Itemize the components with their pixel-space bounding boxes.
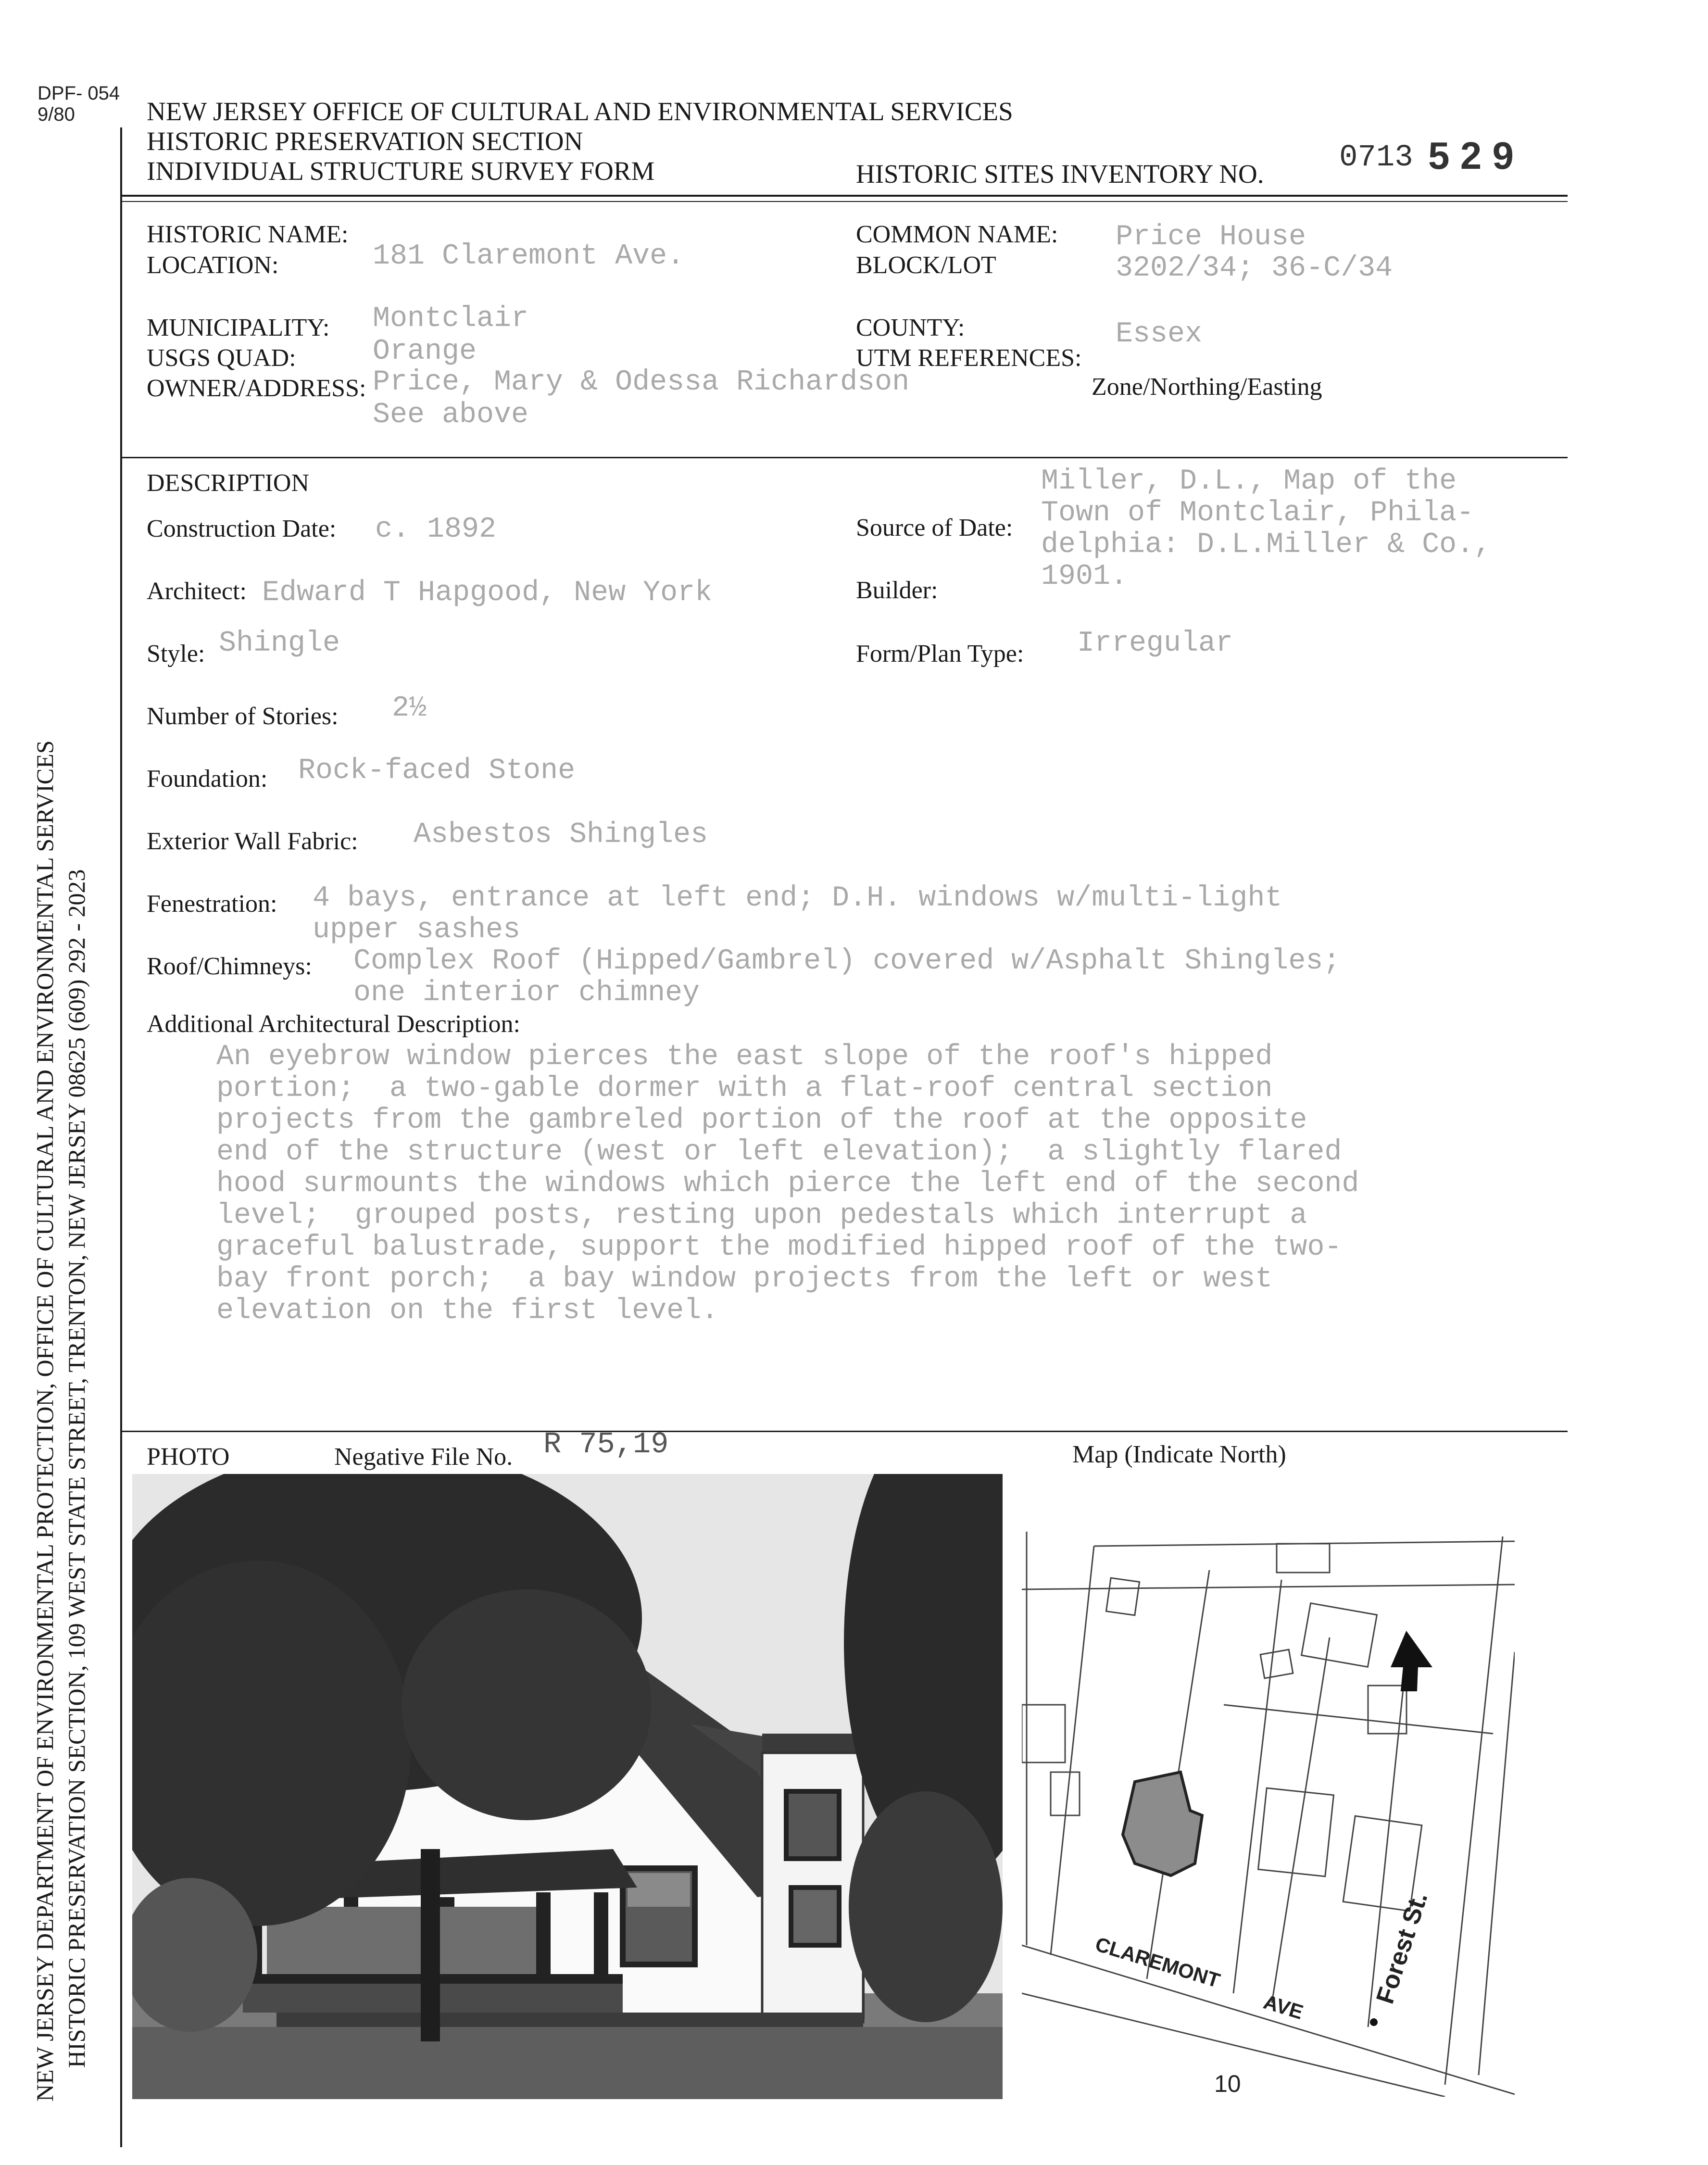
negative-file-label: Negative File No. [334, 1443, 513, 1471]
side-text-line-1: NEW JERSEY DEPARTMENT OF ENVIRONMENTAL PROTECTION, OFFICE OF CULTURAL AND ENVIRONMENTAL SERVICES [31, 740, 58, 2102]
county-value: Essex [1116, 318, 1203, 351]
architect-value: Edward T Hapgood, New York [262, 577, 713, 609]
additional-line-9: elevation on the first level. [216, 1295, 719, 1327]
additional-line-6: level; grouped posts, resting upon pedestals which interrupt a [216, 1199, 1307, 1232]
foundation-value: Rock-faced Stone [298, 755, 576, 787]
photo-rule [120, 1431, 1568, 1432]
construction-date-label: Construction Date: [147, 515, 337, 542]
site-map [1022, 1532, 1515, 2097]
architect-label: Architect: [147, 578, 247, 605]
form-plan-value: Irregular [1077, 627, 1233, 660]
form-title: INDIVIDUAL STRUCTURE SURVEY FORM [147, 156, 655, 186]
negative-file-value: R 75,19 [543, 1427, 669, 1461]
side-text [29, 370, 92, 2102]
foundation-label: Foundation: [147, 765, 268, 793]
utm-label: UTM REFERENCES: [856, 344, 1082, 372]
exterior-wall-value: Asbestos Shingles [414, 818, 708, 851]
inventory-label: HISTORIC SITES INVENTORY NO. [856, 159, 1264, 189]
fenestration-label: Fenestration: [147, 890, 277, 918]
block-lot-label: BLOCK/LOT [856, 252, 996, 279]
additional-description-label: Additional Architectural Description: [147, 1010, 520, 1038]
form-code: DPF- 054 [38, 83, 120, 104]
additional-line-7: graceful balustrade, support the modified hipped roof of the two- [216, 1231, 1342, 1264]
fenestration-line-2: upper sashes [313, 914, 521, 946]
photo-label: PHOTO [147, 1443, 230, 1471]
style-label: Style: [147, 640, 205, 667]
section-title: HISTORIC PRESERVATION SECTION [147, 126, 583, 156]
construction-date-value: c. 1892 [375, 513, 497, 546]
additional-line-3: projects from the gambreled portion of the roof at the opposite [216, 1104, 1307, 1137]
house-photo [132, 1474, 1003, 2099]
source-of-date-label: Source of Date: [856, 514, 1013, 541]
header-rule [120, 195, 1568, 197]
usgs-quad-value: Orange [373, 335, 477, 368]
historic-name-label: HISTORIC NAME: [147, 221, 349, 248]
additional-line-4: end of the structure (west or left elevation); a slightly flared [216, 1136, 1342, 1169]
fenestration-line-1: 4 bays, entrance at left end; D.H. windows w/multi-light [313, 882, 1282, 915]
header-rule-thin [120, 201, 1568, 202]
additional-line-8: bay front porch; a bay window projects from the left or west [216, 1263, 1273, 1296]
side-text-line-2: HISTORIC PRESERVATION SECTION, 109 WEST STATE STREET, TRENTON, NEW JERSEY 08625 (609) 292 - 2023 [63, 869, 90, 2068]
utm-sublabel: Zone/Northing/Easting [1092, 373, 1322, 401]
source-of-date-line-1: Miller, D.L., Map of the [1041, 465, 1457, 498]
description-heading: DESCRIPTION [147, 469, 310, 497]
common-name-label: COMMON NAME: [856, 221, 1058, 248]
additional-line-5: hood surmounts the windows which pierce the left end of the second [216, 1168, 1359, 1200]
owner-label: OWNER/ADDRESS: [147, 375, 366, 402]
municipality-label: MUNICIPALITY: [147, 314, 330, 341]
municipality-value: Montclair [373, 302, 529, 335]
location-label: LOCATION: [147, 252, 279, 279]
location-value: 181 Claremont Ave. [373, 240, 685, 273]
exterior-wall-label: Exterior Wall Fabric: [147, 828, 358, 855]
inventory-prefix: 0713 [1339, 140, 1413, 175]
common-name-value: Price House [1116, 221, 1306, 253]
block-lot-value: 3202/34; 36-C/34 [1116, 252, 1393, 285]
roof-line-2: one interior chimney [353, 977, 700, 1009]
left-rule [120, 127, 122, 2147]
roof-label: Roof/Chimneys: [147, 953, 312, 980]
inventory-number: 5 2 9 [1428, 134, 1514, 177]
source-of-date-line-3: delphia: D.L.Miller & Co., [1041, 529, 1492, 561]
stories-label: Number of Stories: [147, 703, 339, 730]
source-of-date-line-2: Town of Montclair, Phila- [1041, 497, 1474, 529]
roof-line-1: Complex Roof (Hipped/Gambrel) covered w/Asphalt Shingles; [353, 945, 1341, 978]
additional-line-1: An eyebrow window pierces the east slope of the roof's hipped [216, 1041, 1273, 1073]
usgs-quad-label: USGS QUAD: [147, 344, 296, 372]
stories-value: 2½ [392, 692, 427, 725]
owner-value: Price, Mary & Odessa Richardson [373, 366, 910, 399]
map-street-ave: AVE [1261, 1990, 1306, 2024]
map-street-forest: Forest St. [1371, 1888, 1433, 2007]
office-title: NEW JERSEY OFFICE OF CULTURAL AND ENVIRONMENTAL SERVICES [147, 97, 1013, 126]
identification-rule [120, 457, 1568, 458]
owner-address-value: See above [373, 399, 529, 431]
map-label: Map (Indicate North) [1072, 1441, 1286, 1468]
form-plan-label: Form/Plan Type: [856, 640, 1024, 667]
additional-line-2: portion; a two-gable dormer with a flat-roof central section [216, 1072, 1273, 1105]
form-date: 9/80 [38, 104, 75, 125]
map-lot-number: 10 [1214, 2070, 1241, 2097]
county-label: COUNTY: [856, 314, 965, 341]
builder-label: Builder: [856, 577, 938, 604]
source-of-date-line-4: 1901. [1041, 560, 1128, 593]
map-street-claremont: CLAREMONT [1093, 1932, 1223, 1992]
style-value: Shingle [219, 627, 340, 660]
